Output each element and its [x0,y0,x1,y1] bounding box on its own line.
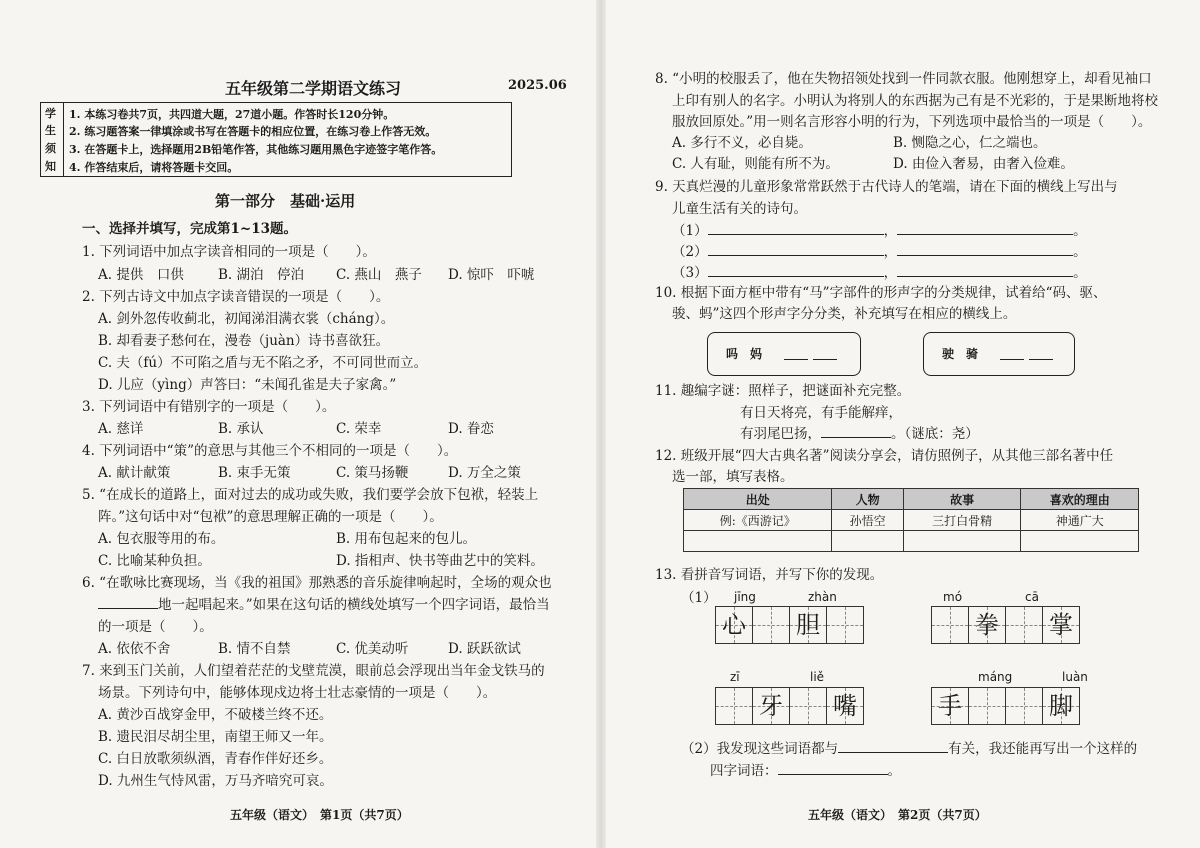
pinyin: mó [943,590,963,604]
q4-option: D. 万全之策 [448,465,521,481]
char-cell[interactable]: 牙 [753,688,790,724]
char-cell[interactable]: 掌 [1043,607,1079,643]
table-header: 人物 [832,489,903,510]
q9-answer-row: （2） ， 。 [672,244,1087,260]
q12-line: 12. 班级开展“四大古典名著”阅读分享会，请仿照例子，从其他三部名著中任 [655,448,1114,464]
q5-option: B. 用布包起来的包儿。 [336,531,477,547]
q10-blank[interactable] [813,347,837,360]
q7-line: 7. 来到玉门关前，人们望着茫茫的戈壁荒漠，眼前总会浮现出当年金戈铁马的 [82,663,545,679]
q8-line: 8. “小明的校服丢了，他在失物招领处找到一件同款衣服。他刚想穿上，却看见袖口 [655,71,1152,87]
char-cell[interactable]: 脚 [1043,688,1079,724]
char-grid-3 [715,687,864,725]
q3-option: C. 荣幸 [336,421,382,437]
q5-line: 5. “在成长的道路上，面对过去的成功或失败，我们要学会放下包袱，轻装上 [82,487,539,503]
q11-blank[interactable] [821,425,891,438]
q7-option: D. 九州生气恃风雷，万马齐喑究可哀。 [98,773,333,789]
char-grid-2 [931,606,1080,644]
pinyin: luàn [1062,670,1088,684]
char-cell[interactable] [753,607,790,643]
table-header: 故事 [903,489,1021,510]
char-cell[interactable] [790,688,827,724]
q9-blank[interactable] [708,264,884,277]
q9-answer-row: （1） ， 。 [672,223,1087,239]
q6-line: 6. “在歌咏比赛现场，当《我的祖国》那熟悉的音乐旋律响起时，全场的观众也 [82,575,552,591]
exam-date: 2025.06 [508,78,567,93]
q6-option: C. 优美动听 [336,641,409,657]
q6-option: B. 情不自禁 [218,641,291,657]
q8-line: 上印有别人的名字。小明认为将别人的东西据为己有是不光彩的，于是果断地将校 [672,93,1158,109]
q1-option: A. 提供 口供 [98,267,184,283]
q5-option: A. 包衣服等用的布。 [98,531,225,547]
q4-option: B. 束手无策 [218,465,291,481]
q7-option: C. 白日放歌须纵酒，青春作伴好还乡。 [98,751,333,767]
char-cell[interactable] [969,688,1006,724]
q9-answer-row: （3） ， 。 [672,265,1087,281]
page-footer-left: 五年级（语文） 第1页（共7页） [230,808,409,822]
part-title: 第一部分 基础·运用 [215,192,356,210]
q6-blank[interactable] [98,596,158,609]
char-cell[interactable] [932,607,969,643]
q3-option: B. 承认 [218,421,264,437]
q6-option: A. 依依不舍 [98,641,171,657]
pinyin: jīng [734,590,756,604]
q6-line: 的一项是（ ）。 [98,619,213,635]
table-header: 喜欢的理由 [1021,489,1139,510]
section-heading: 一、选择并填写，完成第1~13题。 [82,221,297,237]
q3-option: D. 眷恋 [448,421,494,437]
char-cell[interactable]: 手 [932,688,969,724]
pinyin: liě [810,670,825,684]
char-cell[interactable]: 心 [716,607,753,643]
q5-option: C. 比喻某种负担。 [98,553,211,569]
table-cell: 例:《西游记》 [684,510,832,531]
q11-line: 有日天将亮，有手能解痒， [740,405,902,421]
table-cell: 三打白骨精 [903,510,1021,531]
q4-option: A. 献计献策 [98,465,171,481]
q1-option: B. 湖泊 停泊 [218,267,305,283]
table-cell-empty[interactable] [832,531,903,552]
q8-option: D. 由俭入奢易，由奢入俭难。 [893,156,1074,172]
table-cell-empty[interactable] [903,531,1021,552]
q7-line: 场景。下列诗句中，能够体现戍边将士壮志豪情的一项是（ ）。 [98,685,497,701]
q7-option: A. 黄沙百战穿金甲，不破楼兰终不还。 [98,707,333,723]
q4-stem: 4. 下列词语中“策”的意思与其他三个不相同的一项是（ ）。 [82,443,458,459]
q4-option: C. 策马扬鞭 [336,465,409,481]
q2-option: C. 夫（fú）不可陷之盾与无不陷之矛，不可同世而立。 [98,355,428,371]
exam-title: 五年级第二学期语文练习 [225,79,402,98]
char-cell[interactable] [1006,607,1043,643]
table-cell: 神通广大 [1021,510,1139,531]
q9-blank[interactable] [897,243,1073,256]
q10-box-right: 驶 骑 [923,332,1075,376]
char-cell[interactable]: 拳 [969,607,1006,643]
page-footer-right: 五年级（语文） 第2页（共7页） [808,808,987,822]
q9-blank[interactable] [897,264,1073,277]
q9-blank[interactable] [708,243,884,256]
table-header: 出处 [684,489,832,510]
table-cell-empty[interactable] [684,531,832,552]
q8-option: C. 人有耻，则能有所不为。 [672,156,839,172]
notice-line: 3. 在答题卡上，选择题用2B铅笔作答，其他练习题用黑色字迹签字笔作答。 [69,143,443,156]
char-cell[interactable] [1006,688,1043,724]
notice-line: 1. 本练习卷共7页，共四道大题，27道小题。作答时长120分钟。 [69,108,395,121]
q9-blank[interactable] [897,222,1073,235]
notice-line: 2. 练习题答案一律填涂或书写在答题卡的相应位置，在练习卷上作答无效。 [69,125,437,138]
q2-option: B. 却看妻子愁何在，漫卷（juàn）诗书喜欲狂。 [98,333,390,349]
q9-line: 儿童生活有关的诗句。 [672,201,807,217]
pinyin: máng [978,670,1013,684]
q6-option: D. 跃跃欲试 [448,641,521,657]
q13-part2: （2）我发现这些词语都与 有关，我还能再写出一个这样的 [681,741,1138,757]
q10-line: 10. 根据下面方框中带有“马”字部件的形声字的分类规律，试着给“码、驱、 [655,285,1107,301]
q13-part1: （1） [681,590,717,606]
char-cell[interactable]: 嘴 [827,688,863,724]
char-cell[interactable]: 胆 [790,607,827,643]
q2-option: D. 儿应（yìng）声答曰：“未闻孔雀是夫子家禽。” [98,377,397,393]
q2-option: A. 剑外忽传收蓟北，初闻涕泪满衣裳（cháng）。 [98,311,395,327]
char-cell[interactable] [716,688,753,724]
q8-line: 服放回原处。”用一则名言形容小明的行为，下列选项中最恰当的一项是（ ）。 [672,114,1152,130]
q9-line: 9. 天真烂漫的儿童形象常常跃然于古代诗人的笔端，请在下面的横线上写出与 [655,179,1118,195]
q8-option: B. 恻隐之心，仁之端也。 [893,135,1047,151]
q8-option: A. 多行不义，必自毙。 [672,135,812,151]
q13-blank[interactable] [838,740,948,753]
notice-line: 4. 作答结束后，请将答题卡交回。 [69,161,239,174]
pinyin: cā [1025,590,1039,604]
q2-stem: 2. 下列古诗文中加点字读音错误的一项是（ ）。 [82,289,390,305]
q11-stem: 11. 趣编字谜：照样子，把谜面补充完整。 [655,383,911,399]
table-cell: 孙悟空 [832,510,903,531]
q6-line: 地一起唱起来。”如果在这句话的横线处填写一个四字词语，最恰当 [98,596,550,614]
q1-option: D. 惊吓 吓唬 [448,267,535,283]
q9-blank[interactable] [708,222,884,235]
student-notice [40,102,512,177]
q1-stem: 1. 下列词语中加点字读音相同的一项是（ ）。 [82,244,376,260]
notice-side-label: 学 生 须 知 [41,103,64,176]
q3-stem: 3. 下列词语中有错别字的一项是（ ）。 [82,399,336,415]
char-grid-1 [715,606,864,644]
q10-blank[interactable] [1029,347,1053,360]
q3-option: A. 慈详 [98,421,144,437]
char-grid-4 [931,687,1080,725]
q10-blank[interactable] [784,347,808,360]
q11-line: 有羽尾巴扬， 。（谜底：尧） [740,426,979,442]
q10-blank[interactable] [1000,347,1024,360]
q5-option: D. 指相声、快书等曲艺中的笑料。 [336,553,544,569]
q13-blank[interactable] [778,762,888,775]
q10-box-left: 吗 妈 [707,332,861,376]
char-cell[interactable] [827,607,863,643]
table-row [684,510,1139,531]
page-fold [596,0,606,848]
table-row [684,531,1139,552]
table-cell-empty[interactable] [1021,531,1139,552]
q7-option: B. 遗民泪尽胡尘里，南望王师又一年。 [98,729,333,745]
pinyin: zhàn [808,590,837,604]
q12-table [683,488,1139,552]
q13-part2-line2: 四字词语： 。 [710,763,901,779]
pinyin: zī [730,670,740,684]
q1-option: C. 燕山 燕子 [336,267,422,283]
q13-stem: 13. 看拼音写词语，并写下你的发现。 [655,567,884,583]
q10-line: 骏、蚂”这四个形声字分分类，补充填写在相应的横线上。 [672,306,1017,322]
q5-line: 阵。”这句话中对“包袱”的意思理解正确的一项是（ ）。 [98,509,443,525]
q12-line: 选一部，填写表格。 [672,469,794,485]
